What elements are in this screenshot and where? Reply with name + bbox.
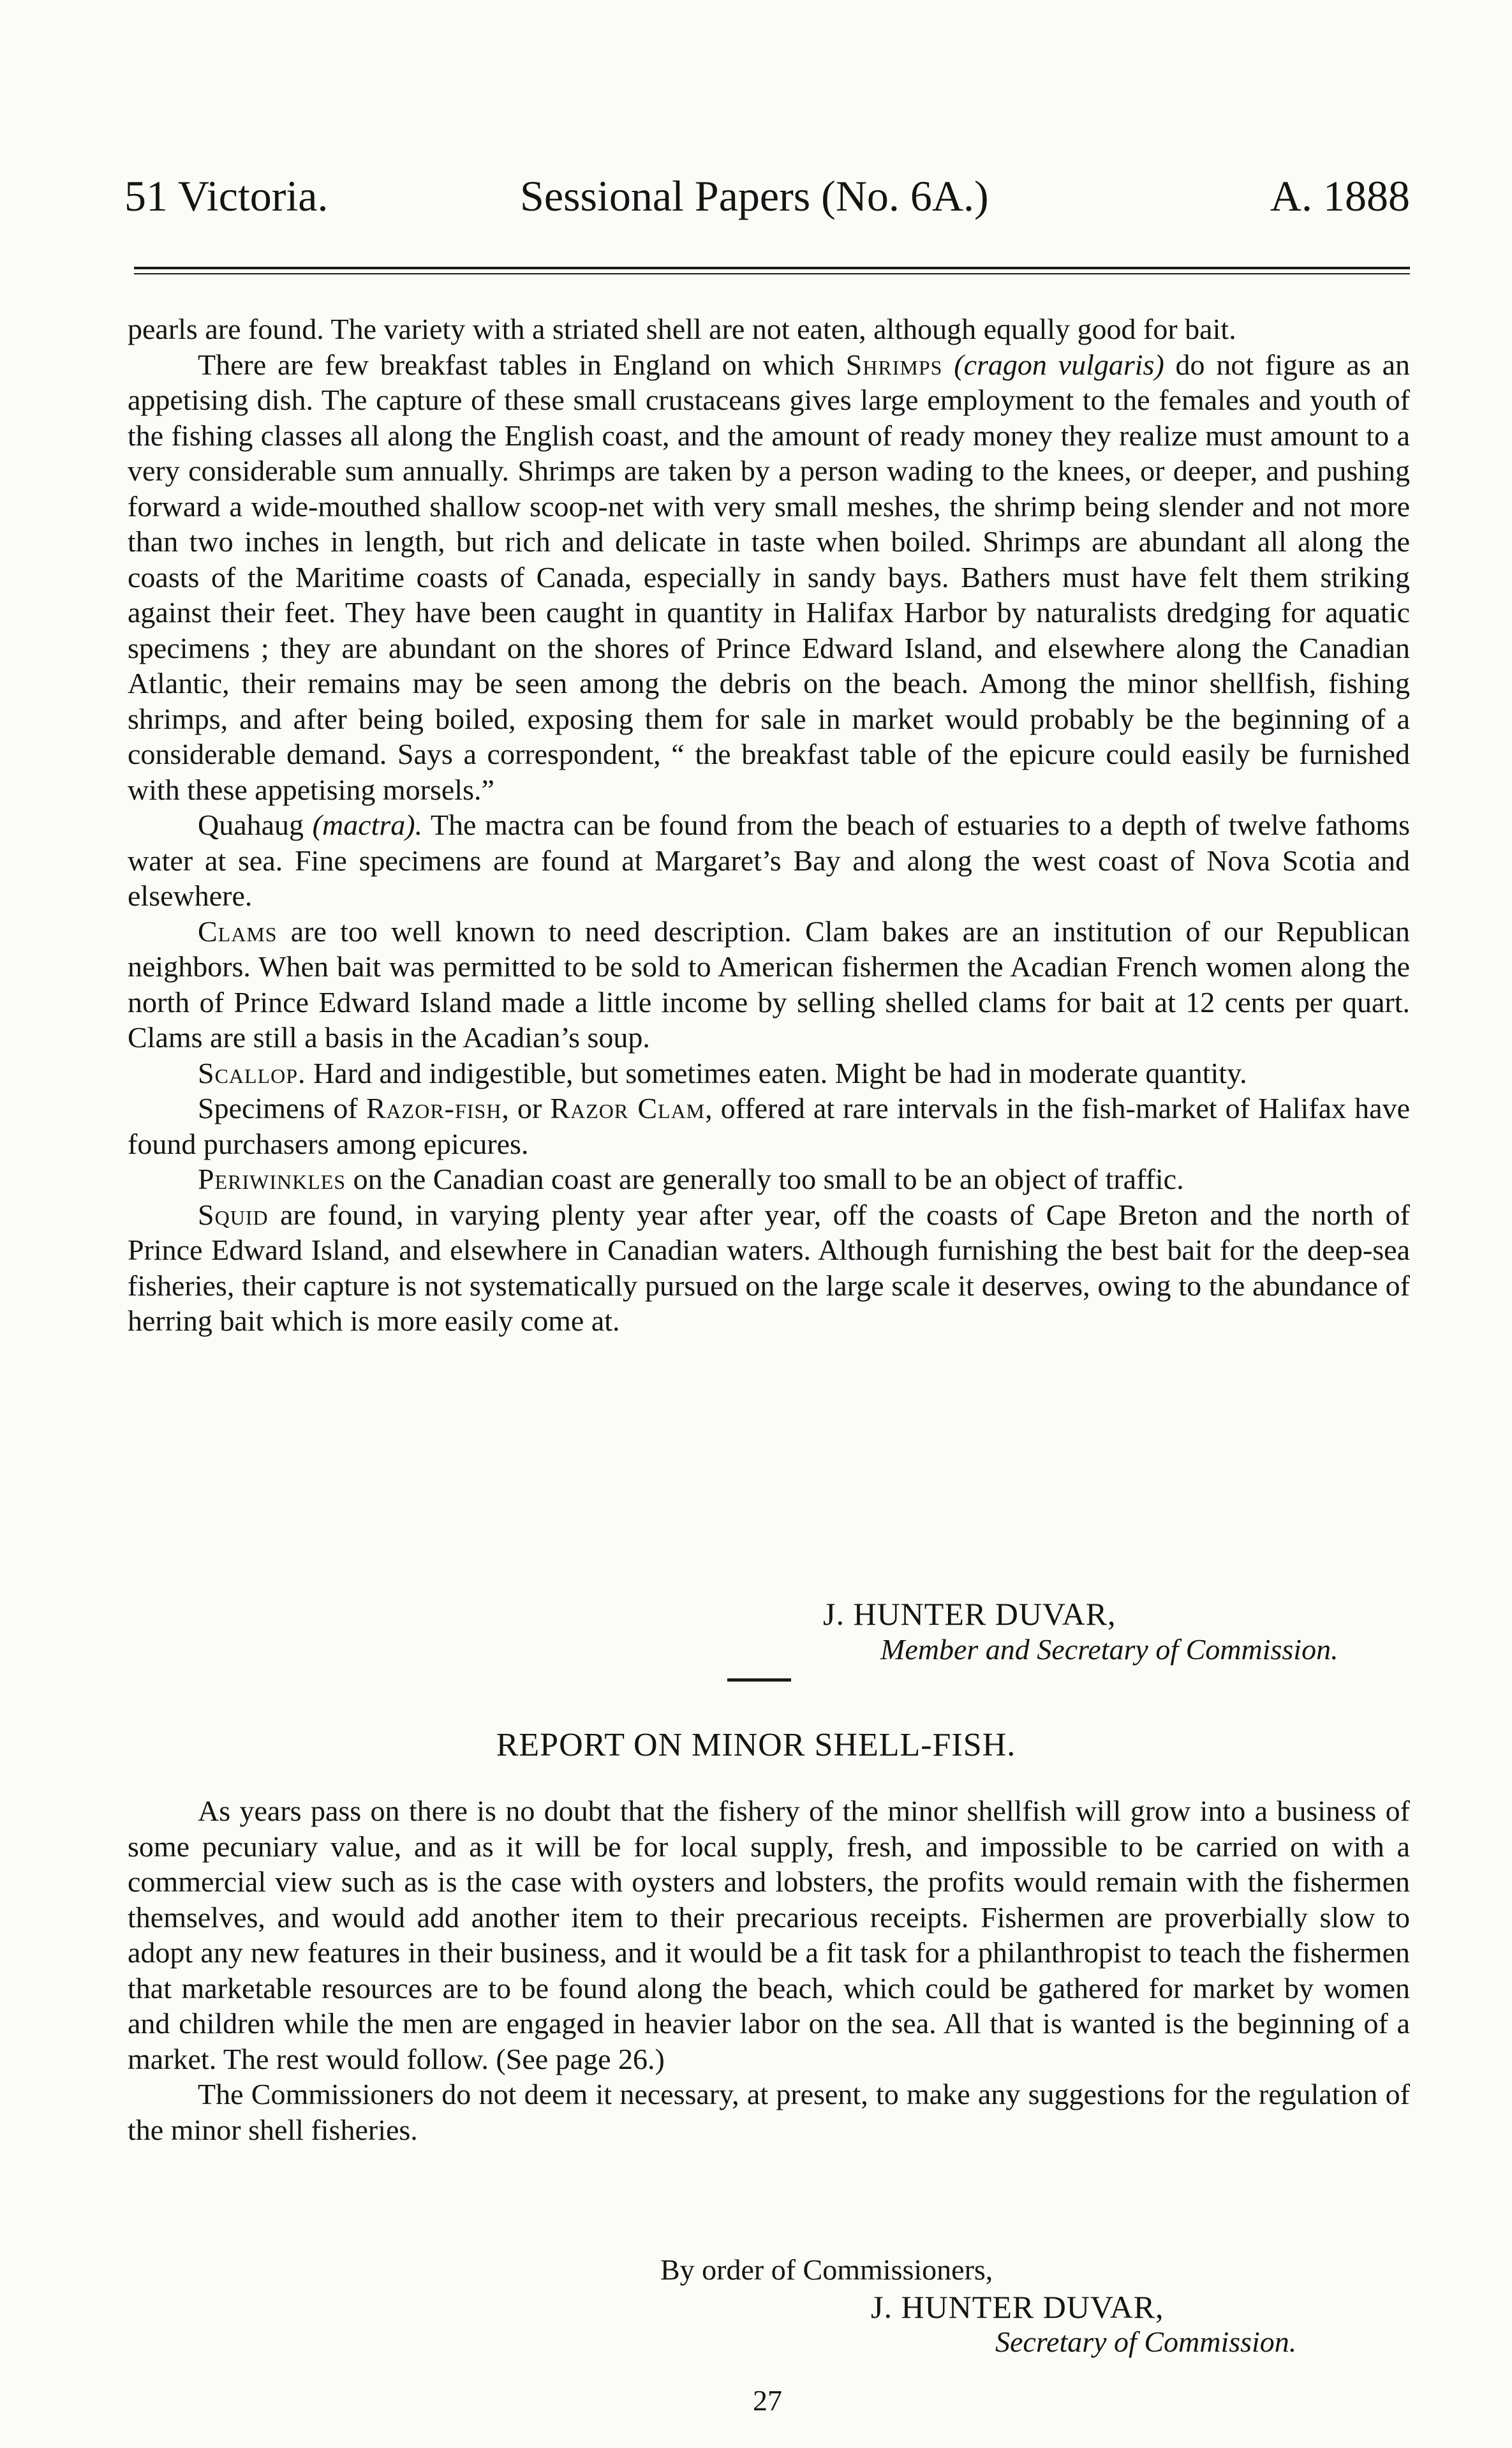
closing-signature-title: Secretary of Commission. [995, 2325, 1297, 2358]
paragraph-text: The mactra can be found from the beach of estuaries to a depth of twelve fathoms water at sea. Fine specimens are found at Margaret’s Bay and along the west coast of Nova Scotia and elsewhere. [128, 809, 1410, 912]
report-heading: REPORT ON MINOR SHELL-FISH. [496, 1727, 1016, 1763]
paragraph-text: There are few breakfast tables in England on which [198, 348, 846, 381]
signature-title: Member and Secretary of Commission. [880, 1633, 1338, 1666]
paragraph-text: , or [501, 1092, 551, 1124]
paragraph-text: are too well known to need description. Clam bakes are an institution of our Republican neighbors. When bait was permitted to be sold to American fishermen the Acadian French women along the north of Prince Edward Island made a little income by selling shelled clams for bait at 12 cents per quart. Clams are still a basis in the Acadian’s soup. [128, 914, 1410, 1054]
paragraph-shrimps [128, 347, 1410, 808]
report-body [128, 1793, 1410, 2147]
paragraph-text: on the Canadian coast are generally too small to be an object of traffic. [346, 1163, 1184, 1195]
section-shellfish-notes [128, 311, 1410, 1339]
paragraph-scallop [128, 1056, 1410, 1091]
paragraph-razor-fish [128, 1091, 1410, 1161]
paragraph-text: Specimens of [198, 1092, 366, 1124]
header-rule-thick [134, 267, 1410, 269]
paragraph-text: pearls are found. The variety with a striated shell are not eaten, although equally good for bait. [128, 313, 1236, 345]
page-number: 27 [753, 2384, 782, 2417]
scientific-name: (mactra). [312, 809, 423, 841]
paragraph-text: , offered at rare intervals in the fish-market of Halifax have found purchasers among epicures. [128, 1092, 1410, 1160]
species-name-squid: Squid [198, 1198, 269, 1231]
paragraph-text: are found, in varying plenty year after year, off the coasts of Cape Breton and the north of Prince Edward Island, and elsewhere in Canadian waters. Although furnishing the best bait for the deep-sea fisheries, their capture is not systematically pursued on the large scale it deserves, owing to the abundance of herring bait which is more easily come at. [128, 1198, 1410, 1337]
running-header [124, 171, 1410, 228]
header-volume: 51 Victoria. [124, 172, 329, 220]
header-year: A. 1888 [1270, 172, 1410, 220]
header-rule-thin [134, 273, 1410, 274]
paragraph-text: do not figure as an appetising dish. The capture of these small crustaceans gives large employment to the females and youth of the fishing classes all along the English coast, and the amount of ready money they realize must amount to a very considerable sum annually. Shrimps are taken by a person wading to the knees, or deeper, and pushing forward a wide-mouthed shallow scoop-net with very small meshes, the shrimp being slender and not more than two inches in length, but rich and delicate in taste when boiled. Shrimps are abundant all along the coasts of the Maritime coasts of Canada, especially in sandy bays. Bathers must have felt them striking against their feet. They have been caught in quantity in Halifax Harbor by naturalists dredging for aquatic specimens ; they are abundant on the shores of Prince Edward Island, and elsewhere along the Canadian Atlantic, their remains may be seen among the debris on the beach. Among the minor shellfish, fishing shrimps, and after being boiled, exposing them for sale in market would probably be the beginning of a considerable demand. Says a correspondent, “ the breakfast table of the epicure could easily be furnished with these appetising morsels.” [128, 348, 1410, 806]
report-paragraph: The Commissioners do not deem it necessary, at present, to make any suggestions for the regulation of the minor shell fisheries. [128, 2078, 1410, 2146]
paragraph-pearls [128, 311, 1410, 347]
section-divider [727, 1678, 791, 1682]
paragraph-squid [128, 1197, 1410, 1339]
species-name-razor-fish: Razor-fish [366, 1092, 502, 1124]
closing-signature-name: J. HUNTER DUVAR, [871, 2289, 1164, 2325]
paragraph-text: Hard and indigestible, but sometimes eaten. Might be had in moderate quantity. [306, 1056, 1247, 1089]
signature-name: J. HUNTER DUVAR, [823, 1596, 1116, 1632]
species-name-clams: Clams [198, 914, 278, 948]
species-name-scallop: Scallop. [198, 1056, 306, 1089]
paragraph-periwinkles [128, 1161, 1410, 1197]
report-paragraph: As years pass on there is no doubt that the fishery of the minor shellfish will grow into a business of some pecuniary value, and as it will be for local supply, fresh, and impossible to be carried on with a commercial view such as is the case with oysters and lobsters, the profits would remain with the fishermen themselves, and would add another item to their precarious receipts. Fishermen are proverbially slow to adopt any new features in their business, and it would be a fit task for a philanthropist to teach the fishermen that marketable resources are to be found along the beach, which could be gathered for market by women and children while the men are engaged in heavier labor on the sea. All that is wanted is the beginning of a market. The rest would follow. (See page 26.) [128, 1795, 1410, 2075]
paragraph-quahaug [128, 807, 1410, 914]
scientific-name: (cragon vulgaris) [954, 348, 1164, 381]
by-order-line: By order of Commissioners, [660, 2253, 993, 2286]
paragraph-clams [128, 914, 1410, 1056]
species-name-shrimps: Shrimps [845, 348, 943, 381]
species-name-quahaug: Quahaug [198, 809, 313, 841]
species-name-razor-clam: Razor Clam [550, 1092, 706, 1124]
species-name-periwinkles: Periwinkles [198, 1163, 346, 1195]
header-title: Sessional Papers (No. 6A.) [520, 172, 989, 220]
